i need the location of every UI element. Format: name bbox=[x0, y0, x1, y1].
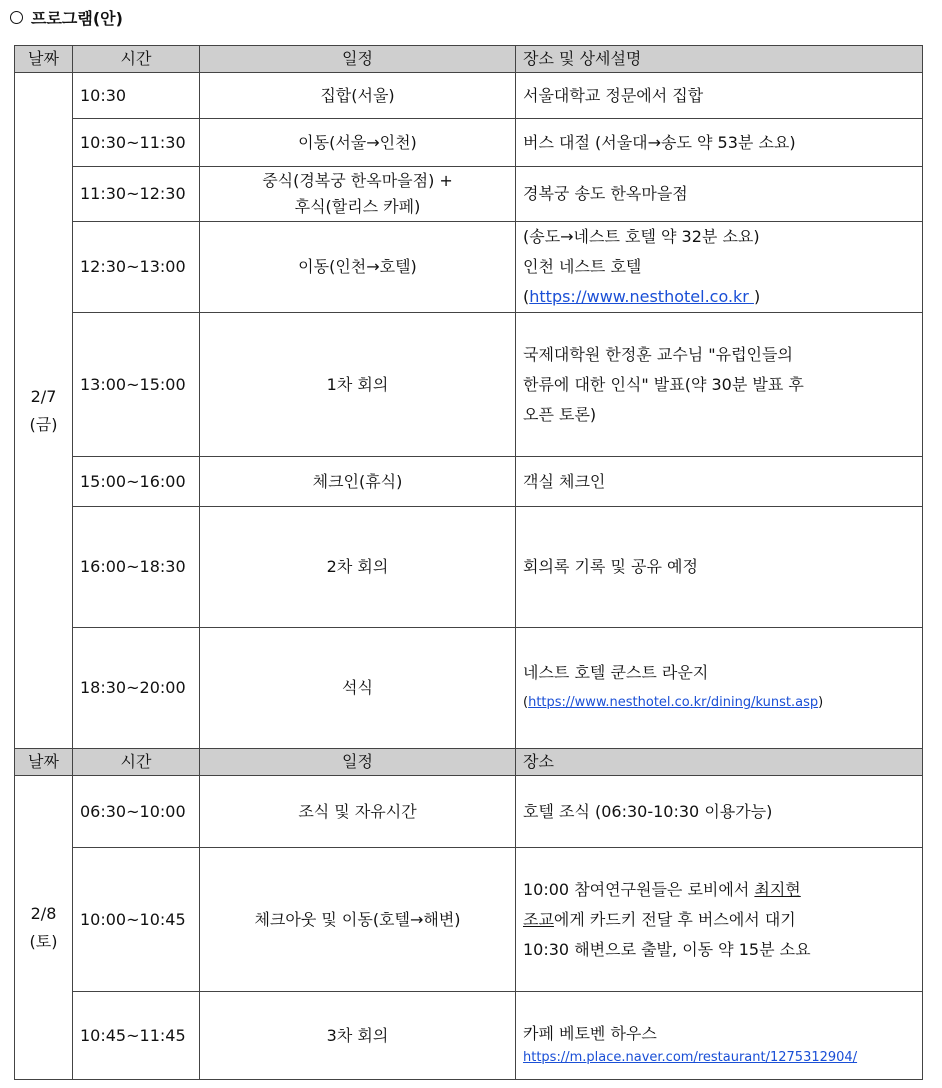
schedule-cell: 집합(서울) bbox=[200, 73, 516, 119]
table-row bbox=[15, 222, 923, 313]
table1-header-row bbox=[15, 46, 923, 73]
detail-line: 카페 베토벤 하우스 bbox=[523, 1023, 657, 1043]
header-place: 장소 bbox=[516, 749, 923, 776]
underlined-name: 최지현 bbox=[754, 879, 801, 899]
program-table bbox=[14, 45, 923, 1080]
detail-cell bbox=[516, 848, 923, 992]
program-heading bbox=[10, 4, 123, 30]
detail-cell: 서울대학교 정문에서 집합 bbox=[516, 73, 923, 119]
table-row bbox=[15, 992, 923, 1080]
detail-line: (송도→네스트 호텔 약 32분 소요) bbox=[523, 227, 760, 246]
paren-close: ) bbox=[818, 695, 824, 710]
table-row bbox=[15, 848, 923, 992]
schedule-cell: 1차 회의 bbox=[200, 313, 516, 457]
detail-text: 에게 카드키 전달 후 버스에서 대기 bbox=[553, 909, 796, 929]
time-cell: 06:30~10:00 bbox=[73, 776, 200, 848]
detail-line: 오픈 토론) bbox=[523, 404, 597, 424]
detail-cell: 호텔 조식 (06:30-10:30 이용가능) bbox=[516, 776, 923, 848]
day-label: (토) bbox=[29, 931, 58, 951]
detail-cell bbox=[516, 992, 923, 1080]
schedule-cell: 체크인(휴식) bbox=[200, 457, 516, 507]
header-time: 시간 bbox=[73, 46, 200, 73]
schedule-line: 후식(할리스 카페) bbox=[294, 197, 421, 216]
time-cell: 15:00~16:00 bbox=[73, 457, 200, 507]
table-row bbox=[15, 628, 923, 749]
date-cell bbox=[15, 73, 73, 749]
day-label: (금) bbox=[29, 414, 58, 434]
header-date: 날짜 bbox=[15, 749, 73, 776]
detail-link-line bbox=[523, 1046, 915, 1070]
detail-link-line bbox=[523, 688, 915, 718]
time-cell: 10:45~11:45 bbox=[73, 992, 200, 1080]
schedule-cell: 이동(인천→호텔) bbox=[200, 222, 516, 313]
detail-cell bbox=[516, 628, 923, 749]
detail-cell bbox=[516, 313, 923, 457]
table-row bbox=[15, 167, 923, 222]
circle-bullet-icon bbox=[10, 11, 23, 24]
table-row bbox=[15, 507, 923, 628]
kunst-lounge-link[interactable]: https://www.nesthotel.co.kr/dining/kunst.asp bbox=[528, 695, 819, 710]
header-schedule: 일정 bbox=[200, 749, 516, 776]
schedule-cell: 이동(서울→인천) bbox=[200, 119, 516, 167]
naver-place-link[interactable]: https://m.place.naver.com/restaurant/1275312904/ bbox=[523, 1049, 858, 1065]
detail-line: 한류에 대한 인식" 발표(약 30분 발표 후 bbox=[523, 374, 804, 394]
table-row bbox=[15, 73, 923, 119]
time-cell: 11:30~12:30 bbox=[73, 167, 200, 222]
schedule-cell: 3차 회의 bbox=[200, 992, 516, 1080]
nesthotel-link[interactable]: https://www.nesthotel.co.kr bbox=[529, 287, 754, 306]
table-row bbox=[15, 776, 923, 848]
detail-cell: 회의록 기록 및 공유 예정 bbox=[516, 507, 923, 628]
time-cell: 16:00~18:30 bbox=[73, 507, 200, 628]
detail-line: 인천 네스트 호텔 bbox=[523, 257, 642, 276]
header-schedule: 일정 bbox=[200, 46, 516, 73]
header-detail: 장소 및 상세설명 bbox=[516, 46, 923, 73]
detail-cell: 객실 체크인 bbox=[516, 457, 923, 507]
paren-open: ( bbox=[523, 287, 530, 306]
detail-text: 10:00 참여연구원들은 로비에서 bbox=[523, 879, 755, 899]
detail-line: 네스트 호텔 쿤스트 라운지 bbox=[523, 663, 709, 682]
detail-cell bbox=[516, 222, 923, 313]
table2-header-row bbox=[15, 749, 923, 776]
paren-open: ( bbox=[523, 695, 529, 710]
header-time: 시간 bbox=[73, 749, 200, 776]
table-row bbox=[15, 313, 923, 457]
schedule-cell: 체크아웃 및 이동(호텔→해변) bbox=[200, 848, 516, 992]
table-row bbox=[15, 457, 923, 507]
schedule-cell bbox=[200, 167, 516, 222]
date-cell bbox=[15, 776, 73, 1080]
date-label: 2/8 bbox=[30, 903, 57, 923]
schedule-cell: 조식 및 자유시간 bbox=[200, 776, 516, 848]
detail-line: 10:30 해변으로 출발, 이동 약 15분 소요 bbox=[523, 939, 811, 959]
time-cell: 10:00~10:45 bbox=[73, 848, 200, 992]
paren-close: ) bbox=[753, 287, 761, 306]
schedule-cell: 2차 회의 bbox=[200, 507, 516, 628]
time-cell: 13:00~15:00 bbox=[73, 313, 200, 457]
schedule-cell: 석식 bbox=[200, 628, 516, 749]
header-date: 날짜 bbox=[15, 46, 73, 73]
detail-line bbox=[523, 875, 915, 905]
detail-cell: 버스 대절 (서울대→송도 약 53분 소요) bbox=[516, 119, 923, 167]
detail-line bbox=[523, 905, 915, 935]
program-title: 프로그램(안) bbox=[31, 8, 123, 28]
detail-link-line bbox=[523, 282, 915, 312]
detail-cell: 경복궁 송도 한옥마을점 bbox=[516, 167, 923, 222]
time-cell: 18:30~20:00 bbox=[73, 628, 200, 749]
time-cell: 10:30~11:30 bbox=[73, 119, 200, 167]
detail-line: 국제대학원 한정훈 교수님 "유럽인들의 bbox=[523, 344, 793, 364]
schedule-line: 중식(경복궁 한옥마을점) + bbox=[262, 171, 453, 190]
time-cell: 12:30~13:00 bbox=[73, 222, 200, 313]
time-cell: 10:30 bbox=[73, 73, 200, 119]
date-label: 2/7 bbox=[30, 386, 57, 406]
table-row bbox=[15, 119, 923, 167]
underlined-title: 조교 bbox=[523, 909, 554, 929]
